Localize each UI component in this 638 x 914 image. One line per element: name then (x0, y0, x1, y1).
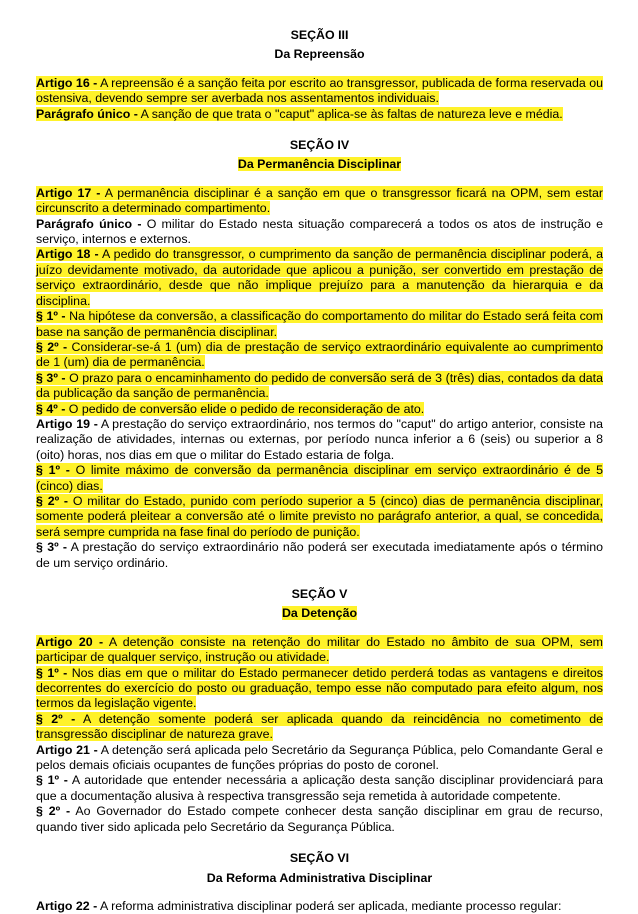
paragraph-text (36, 899, 561, 913)
paragraph-paragrafo-2 (36, 712, 603, 743)
article-text: O militar do Estado, punido com período superior a 5 (cinco) dias de permanência disciplinar, somente poderá pleitear a conversão até o limite previsto no parágrafo anterior, a qual, se concedida, será sempre cumprida na fase final do período de punição. (36, 493, 603, 539)
article-label: § 2º - (36, 339, 68, 354)
highlighted-text (36, 666, 603, 711)
article-label: § 2º - (36, 493, 69, 508)
paragraph-artigo-18 (36, 247, 603, 309)
paragraph-artigo-19 (36, 417, 603, 463)
section-title: SEÇÃO VI (289, 851, 350, 866)
article-text: A permanência disciplinar é a sanção em que o transgressor ficará na OPM, sem estar circunscrito a determinado compartimento. (36, 185, 603, 216)
article-text: A reforma administrativa disciplinar poderá ser aplicada, mediante processo regular: (100, 898, 562, 913)
paragraph-paragrafo-3 (36, 371, 603, 402)
paragraph-artigo-20 (36, 635, 603, 666)
article-label: Artigo 19 - (36, 416, 98, 431)
article-label: § 2º - (36, 711, 76, 726)
section-subtitle (36, 47, 603, 62)
article-text: Ao Governador do Estado compete conhecer desta sanção disciplinar em grau de recurso, quando tiver sido aplicada pelo Secretário da Segurança Pública. (36, 804, 603, 834)
article-text: A sanção de que trata o "caput" aplica-se às faltas de natureza leve e média. (140, 106, 563, 121)
section-subtitle-text: Da Repreensão (274, 47, 365, 62)
article-text: Nos dias em que o militar do Estado permanecer detido perderá todas as vantagens e direitos decorrentes do exercício do posto ou graduação, tempo esse não computado para efeito algum, nos termos da legislação vigente. (36, 665, 603, 711)
article-label: § 4º - (36, 401, 66, 416)
section-subtitle-text: Da Permanência Disciplinar (237, 157, 402, 172)
section-title: SEÇÃO IV (289, 138, 350, 153)
paragraph-paragrafo-2 (36, 804, 603, 835)
heading-spacer (36, 173, 603, 186)
paragraph-paragrafo-1 (36, 309, 603, 340)
highlighted-text (36, 247, 603, 307)
section-title: SEÇÃO V (291, 587, 348, 601)
paragraph-text (36, 773, 603, 802)
paragraph-artigo-16 (36, 76, 603, 107)
paragraph-text (36, 417, 603, 462)
article-label: Artigo 18 - (36, 247, 99, 262)
article-label: Artigo 16 - (36, 75, 98, 90)
article-text: A autoridade que entender necessária a aplicação desta sanção disciplinar providenciará para que a documentação alusiva à respectiva transgressão seja remetida à autoridade competente. (36, 773, 603, 803)
highlighted-text (36, 712, 603, 741)
heading-spacer (36, 886, 603, 899)
section-subtitle-text: Da Detenção (281, 606, 358, 621)
section-subtitle (36, 871, 603, 886)
article-text: A repreensão é a sanção feita por escrito ao transgressor, publicada de forma reservada ou ostensiva, devendo sempre ser averbada nos assentamentos individuais. (36, 75, 603, 106)
section-spacer (36, 571, 603, 587)
paragraph-text (36, 540, 603, 569)
paragraph-text (36, 743, 603, 772)
section-spacer (36, 122, 603, 138)
article-label: Parágrafo único - (36, 216, 142, 231)
section-subtitle (36, 157, 603, 172)
article-label: Artigo 21 - (36, 742, 98, 757)
article-label: Artigo 22 - (36, 898, 98, 913)
article-label: § 3º - (36, 540, 68, 555)
paragraph-paragrafo-4 (36, 402, 603, 417)
article-label: Parágrafo único - (36, 106, 138, 121)
highlighted-text (36, 371, 603, 400)
article-text: A pedido do transgressor, o cumprimento da sanção de permanência disciplinar poderá, a juízo devidamente motivado, da autoridade que aplicou a punição, ser convertido em prestação de serviço extraordinário, desde que não implique prejuízo para a manutenção da hierarquia e da disciplina. (36, 247, 603, 308)
highlighted-text (36, 107, 563, 121)
highlighted-text (36, 463, 603, 492)
paragraph-paragrafo-1 (36, 666, 603, 712)
article-label: Artigo 20 - (36, 634, 104, 649)
article-text: A prestação do serviço extraordinário não poderá ser executada imediatamente após o término de um serviço ordinário. (36, 540, 603, 570)
highlighted-text (36, 494, 603, 539)
article-text: A detenção consiste na retenção do militar do Estado no âmbito de sua OPM, sem participar de qualquer serviço, instrução ou atividade. (36, 634, 603, 665)
article-label: § 2º - (36, 804, 71, 819)
article-text: O limite máximo de conversão da permanência disciplinar em serviço extraordinário é de 5 (cinco) dias. (36, 463, 603, 493)
paragraph-text (36, 804, 603, 833)
paragraph-paragrafo-unico (36, 107, 603, 122)
article-text: A detenção será aplicada pelo Secretário da Segurança Pública, pelo Comandante Geral e pelos demais oficiais ocupantes de funções próprias do posto de coronel. (36, 742, 603, 773)
section-subtitle (36, 606, 603, 621)
article-text: O pedido de conversão elide o pedido de reconsideração de ato. (68, 401, 425, 416)
article-label: Artigo 17 - (36, 185, 101, 200)
article-text: Considerar-se-á 1 (um) dia de prestação de serviço extraordinário equivalente ao cumprimento de 1 (um) dia de permanência. (36, 339, 603, 370)
paragraph-paragrafo-2 (36, 494, 603, 540)
paragraph-text (36, 217, 603, 246)
highlighted-text (36, 635, 603, 664)
article-text: Na hipótese da conversão, a classificação do comportamento do militar do Estado será feita com base na sanção de permanência disciplinar. (36, 309, 604, 339)
highlighted-text (36, 402, 424, 416)
article-text: A prestação do serviço extraordinário, nos termos do "caput" do artigo anterior, consiste na realização de atividades, internas ou externas, por período nunca inferior a 6 (seis) ou superior a 8 (oito) horas, nos dias em que o militar do Estado estaria de folga. (36, 416, 603, 462)
section-subtitle-text: Da Reforma Administrativa Disciplinar (206, 870, 433, 885)
section-title: SEÇÃO III (290, 28, 349, 42)
highlighted-text (36, 309, 603, 338)
paragraph-paragrafo-3 (36, 540, 603, 571)
article-label: § 1º - (36, 309, 66, 324)
article-label: § 1º - (36, 773, 68, 788)
article-label: § 1º - (36, 463, 70, 478)
paragraph-paragrafo-2 (36, 340, 603, 371)
section-spacer (36, 835, 603, 851)
article-text: A detenção somente poderá ser aplicada quando da reincidência no cometimento de transgressão disciplinar de natureza grave. (36, 711, 604, 742)
article-label: § 1º - (36, 665, 68, 680)
paragraph-paragrafo-unico (36, 217, 603, 248)
paragraph-artigo-21 (36, 743, 603, 774)
article-text: O militar do Estado nesta situação comparecerá a todos os atos de instrução e serviço, internos e externos. (36, 216, 603, 247)
highlighted-text (36, 76, 603, 105)
paragraph-artigo-22 (36, 899, 603, 914)
heading-spacer (36, 63, 603, 76)
article-text: O prazo para o encaminhamento do pedido de conversão será de 3 (três) dias, contados da data da publicação da sanção de permanência. (36, 370, 603, 401)
article-label: § 3º - (36, 370, 66, 385)
highlighted-text (36, 186, 603, 215)
highlighted-text (36, 340, 603, 369)
heading-spacer (36, 622, 603, 635)
paragraph-artigo-17 (36, 186, 603, 217)
paragraph-paragrafo-1 (36, 463, 603, 494)
paragraph-paragrafo-1 (36, 773, 603, 804)
